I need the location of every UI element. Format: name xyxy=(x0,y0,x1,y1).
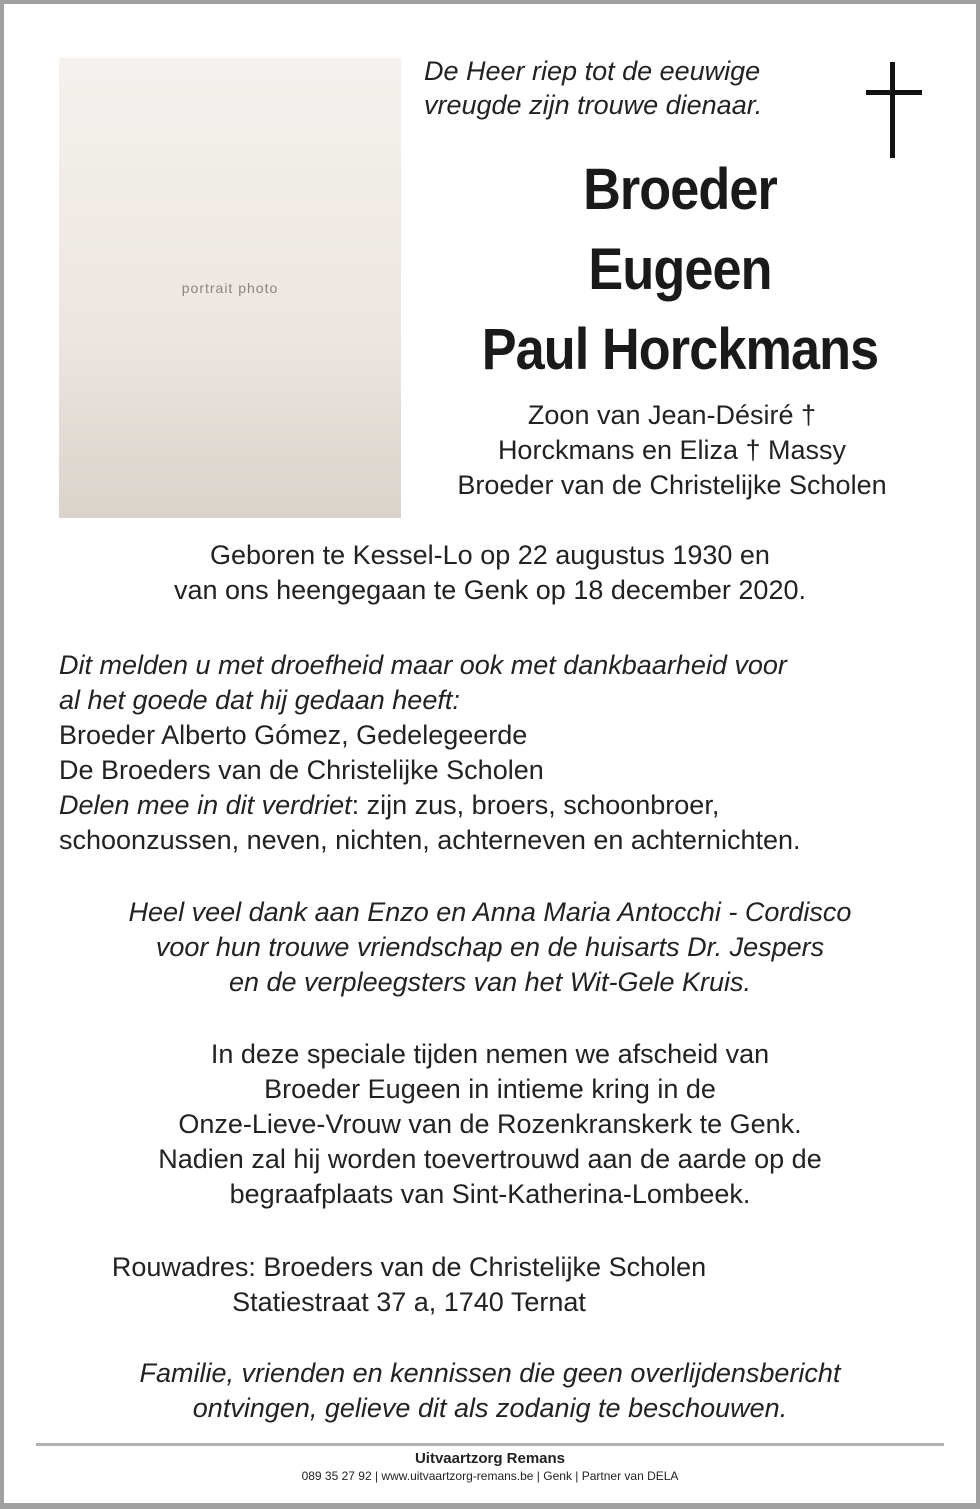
footer-divider xyxy=(36,1443,944,1446)
birth-death-dates: Geboren te Kessel-Lo op 22 augustus 1930 en van ons heengegaan te Genk op 18 december 2020. xyxy=(174,540,806,605)
cross-icon xyxy=(866,62,922,158)
deceased-name: Broeder Eugeen Paul Horckmans xyxy=(481,157,879,382)
parents-text: Zoon van Jean-Désiré † Horckmans en Eliza † Massy Broeder van de Christelijke Scholen xyxy=(457,400,887,500)
photo-label: portrait photo xyxy=(181,280,279,296)
thanks-text: Heel veel dank aan Enzo en Anna Maria Antocchi - Cordisco voor hun trouwe vriendschap en de huisarts Dr. Jespers en de verpleegsters van het Wit-Gele Kruis. xyxy=(128,897,852,997)
announcement: Dit melden u met droefheid maar ook met dankbaarheid voor al het goede dat hij gedaan heeft: Broeder Alberto Gómez, Gedelegeerde De Broeders van de Christelijke Scholen Delen mee in dit verdriet: zijn zus, broers, schoonbroer, schoonzussen, neven, nichten, achterneven en achternichten. xyxy=(59,650,801,855)
funeral-home-details: 089 35 27 92 | www.uitvaartzorg-remans.be | Genk | Partner van DELA xyxy=(301,1469,679,1483)
opening-quote: De Heer riep tot de eeuwige vreugde zijn trouwe dienaar. xyxy=(424,56,763,120)
farewell-text: In deze speciale tijden nemen we afscheid van Broeder Eugeen in intieme kring in de Onze-Lieve-Vrouw van de Rozenkranskerk te Genk. Nadien zal hij worden toevertrouwd aan de aarde op de begraafplaats van Sint-Katherina-Lombeek. xyxy=(158,1039,822,1209)
closing-note: Familie, vrienden en kennissen die geen overlijdensbericht ontvingen, gelieve dit als zodanig te beschouwen. xyxy=(139,1358,841,1423)
mourning-address: Rouwadres: Broeders van de Christelijke Scholen Statiestraat 37 a, 1740 Ternat xyxy=(111,1252,707,1317)
funeral-home-name: Uitvaartzorg Remans xyxy=(414,1450,566,1467)
portrait-photo-placeholder xyxy=(59,58,401,518)
